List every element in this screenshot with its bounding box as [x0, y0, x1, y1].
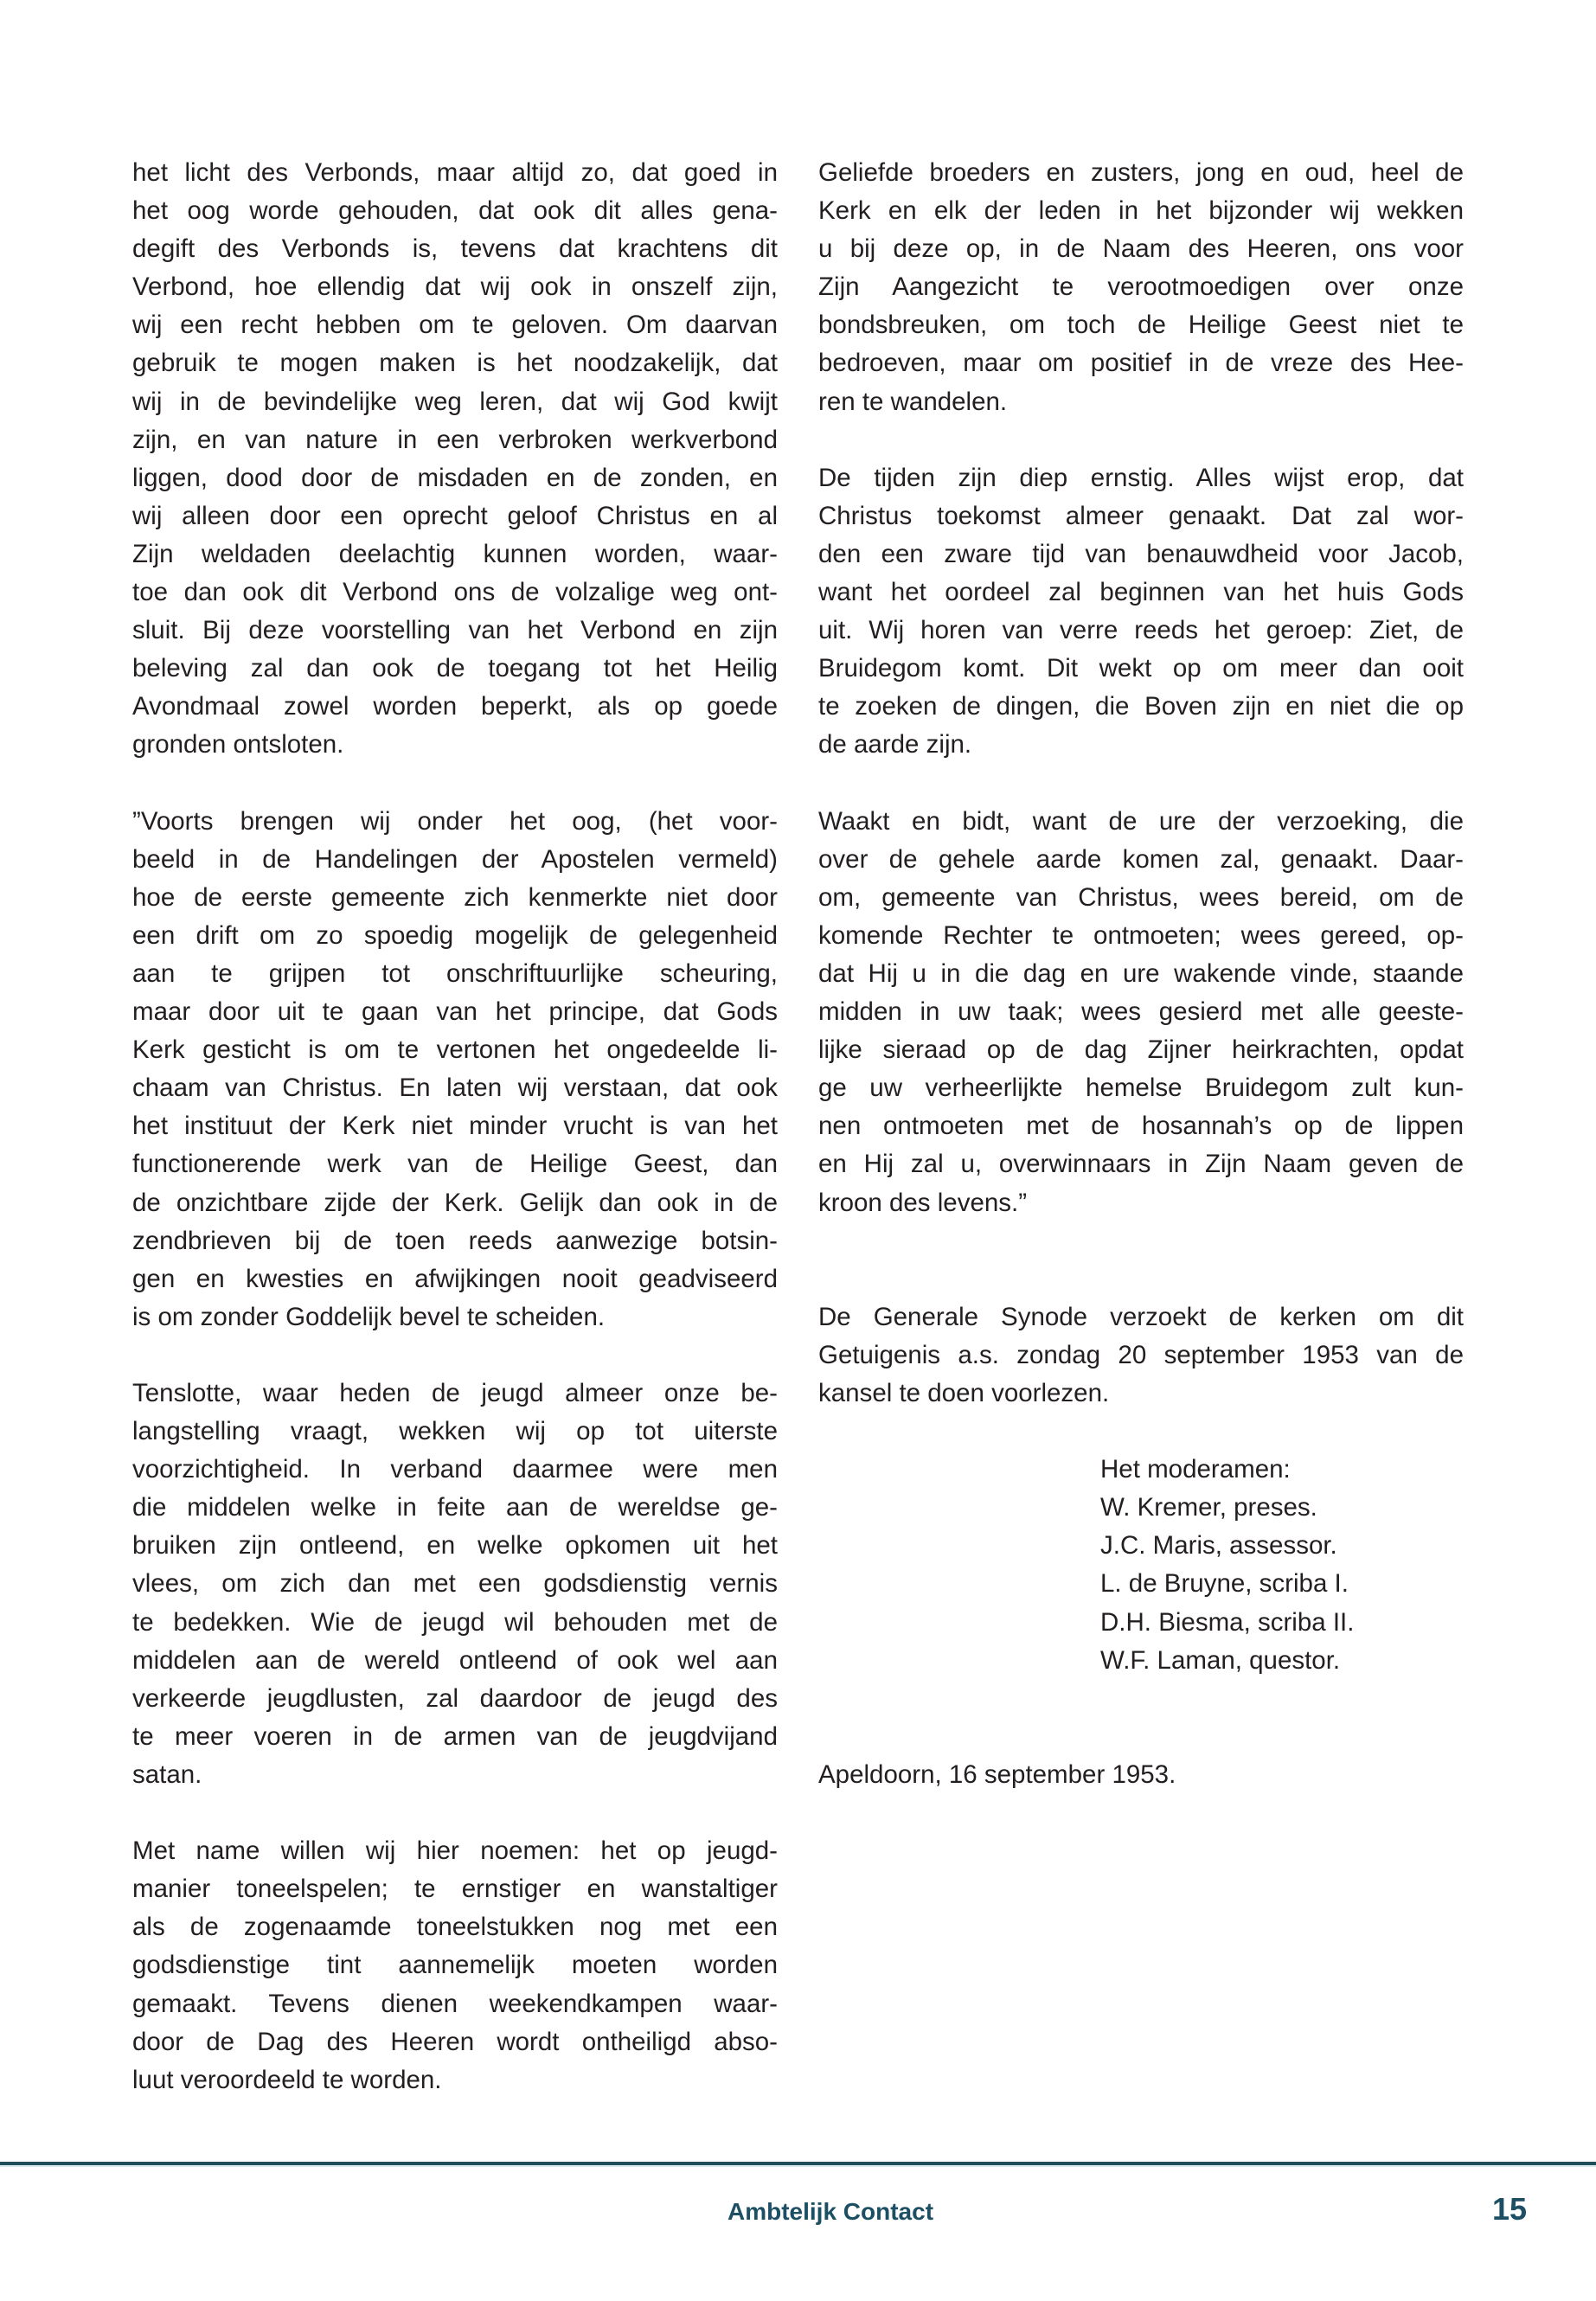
text-line: manier toneelspelen; te ernstiger en wanstaltiger — [132, 1875, 778, 1904]
text-line: te bedekken. Wie de jeugd wil behouden met de — [132, 1607, 778, 1637]
signatory: W. Kremer, preses. — [1100, 1493, 1317, 1522]
signatory: L. de Bruyne, scriba I. — [1100, 1569, 1349, 1599]
text-line: dat Hij u in die dag en ure wakende vinde, staande — [818, 958, 1464, 988]
text-line: liggen, dood door de misdaden en de zonden, en — [132, 463, 778, 492]
text-line: wij een recht hebben om te geloven. Om daarvan — [132, 311, 778, 340]
text-line: te zoeken de dingen, die Boven zijn en niet die op — [818, 692, 1464, 721]
paragraph — [132, 803, 778, 1336]
text-line: Kerk gesticht is om te vertonen het ongedeelde li- — [132, 1035, 778, 1065]
text-line: midden in uw taak; wees gesierd met alle geeste- — [818, 997, 1464, 1027]
signatories — [1100, 1451, 1464, 1680]
text-line: de onzichtbare zijde der Kerk. Gelijk dan ook in de — [132, 1188, 778, 1217]
text-line: als de zogenaamde toneelstukken nog met een — [132, 1913, 778, 1942]
text-line: is om zonder Goddelijk bevel te scheiden. — [132, 1302, 606, 1331]
text-line: zendbrieven bij de toen reeds aanwezige botsin- — [132, 1226, 778, 1255]
publication-title: Ambtelijk Contact — [727, 2198, 934, 2225]
signatory: W.F. Laman, questor. — [1100, 1645, 1341, 1675]
text-line: ren te wandelen. — [818, 387, 1008, 416]
text-line: de aarde zijn. — [818, 730, 972, 760]
text-line: gemaakt. Tevens dienen weekendkampen waar- — [132, 1989, 778, 2018]
paragraph — [818, 459, 1464, 765]
text-line: en Hij zal u, overwinnaars in Zijn Naam geven de — [818, 1150, 1464, 1179]
text-line: functionerende werk van de Heilige Geest, dan — [132, 1150, 778, 1179]
text-line: Met name willen wij hier noemen: het op jeugd- — [132, 1836, 778, 1866]
text-line: Kerk en elk der leden in het bijzonder wij wekken — [818, 196, 1464, 226]
text-line: Getuigenis a.s. zondag 20 september 1953 van de — [818, 1340, 1464, 1369]
signatory: D.H. Biesma, scriba II. — [1100, 1607, 1355, 1637]
paragraph — [132, 1375, 778, 1794]
text-line: want het oordeel zal beginnen van het huis Gods — [818, 578, 1464, 607]
text-line: chaam van Christus. En laten wij verstaan, dat ook — [132, 1074, 778, 1103]
text-line: De Generale Synode verzoekt de kerken om dit — [818, 1302, 1464, 1331]
paragraph — [818, 803, 1464, 1222]
text-line: middelen aan de wereld ontleend of ook wel aan — [132, 1645, 778, 1675]
text-line: luut veroordeeld te worden. — [132, 2065, 442, 2094]
paragraph — [818, 154, 1464, 421]
text-line: langstelling vraagt, wekken wij op tot uiterste — [132, 1417, 778, 1446]
text-line: beleving zal dan ook de toegang tot het Heilig — [132, 654, 778, 683]
text-line: Zijn weldaden deelachtig kunnen worden, waar- — [132, 539, 778, 568]
paragraph — [132, 1832, 778, 2099]
text-line: Christus toekomst almeer genaakt. Dat zal wor- — [818, 501, 1464, 530]
text-line: door de Dag des Heeren wordt ontheiligd abso- — [132, 2027, 778, 2056]
text-line: ge uw verheerlijkte hemelse Bruidegom zult kun- — [818, 1074, 1464, 1103]
text-line: voorzichtigheid. In verband daarmee were men — [132, 1455, 778, 1484]
text-line: lijke sieraad op de dag Zijner heirkrachten, opdat — [818, 1035, 1464, 1065]
text-line: uit. Wij horen van verre reeds het geroep: Ziet, de — [818, 616, 1464, 645]
text-line: u bij deze op, in de Naam des Heeren, ons voor — [818, 234, 1464, 264]
text-line: gen en kwesties en afwijkingen nooit geadviseerd — [132, 1264, 778, 1293]
paragraph — [818, 1298, 1464, 1413]
text-line: nen ontmoeten met de hosannah’s op de lippen — [818, 1112, 1464, 1141]
page-number: 15 — [1492, 2191, 1528, 2227]
text-line: gebruik te mogen maken is het noodzakelijk, dat — [132, 349, 778, 378]
text-line: bedroeven, maar om positief in de vreze des Hee- — [818, 349, 1464, 378]
text-line: het licht des Verbonds, maar altijd zo, dat goed in — [132, 158, 778, 187]
signatory: J.C. Maris, assessor. — [1100, 1531, 1337, 1561]
text-line: zijn, en van nature in een verbroken werkverbond — [132, 425, 778, 454]
text-line: den een zware tijd van benauwdheid voor Jacob, — [818, 539, 1464, 568]
text-line: over de gehele aarde komen zal, genaakt. Daar- — [818, 844, 1464, 874]
text-line: ”Voorts brengen wij onder het oog, (het voor- — [132, 806, 778, 836]
text-line: maar door uit te gaan van het principe, dat Gods — [132, 997, 778, 1027]
text-line: hoe de eerste gemeente zich kenmerkte niet door — [132, 882, 778, 912]
text-line: het instituut der Kerk niet minder vrucht is van het — [132, 1112, 778, 1141]
text-line: sluit. Bij deze voorstelling van het Verbond en zijn — [132, 616, 778, 645]
text-line: beeld in de Handelingen der Apostelen vermeld) — [132, 844, 778, 874]
text-line: satan. — [132, 1759, 202, 1789]
text-line: om, gemeente van Christus, wees bereid, om de — [818, 882, 1464, 912]
text-line: Geliefde broeders en zusters, jong en oud, heel de — [818, 158, 1464, 187]
left-column — [132, 154, 778, 2138]
text-line: verkeerde jeugdlusten, zal daardoor de jeugd des — [132, 1683, 778, 1713]
text-line: bruiken zijn ontleend, en welke opkomen uit het — [132, 1531, 778, 1561]
text-line: gronden ontsloten. — [132, 730, 344, 760]
text-line: Verbond, hoe ellendig dat wij ook in onszelf zijn, — [132, 272, 778, 302]
text-line: degift des Verbonds is, tevens dat krachtens dit — [132, 234, 778, 264]
footer-divider-highlight — [0, 2165, 1596, 2167]
text-line: kroon des levens.” — [818, 1188, 1028, 1217]
text-line: De tijden zijn diep ernstig. Alles wijst erop, dat — [818, 463, 1464, 492]
text-line: godsdienstige tint aannemelijk moeten worden — [132, 1951, 778, 1980]
signatories-heading: Het moderamen: — [1100, 1455, 1291, 1484]
text-line: te meer voeren in de armen van de jeugdvijand — [132, 1721, 778, 1751]
right-column — [818, 154, 1464, 1794]
text-line: wij alleen door een oprecht geloof Christus en al — [132, 501, 778, 530]
text-line: Avondmaal zowel worden beperkt, als op goede — [132, 692, 778, 721]
text-line: een drift om zo spoedig mogelijk de gelegenheid — [132, 920, 778, 950]
text-line: komende Rechter te ontmoeten; wees gereed, op- — [818, 920, 1464, 950]
text-line: die middelen welke in feite aan de wereldse ge- — [132, 1493, 778, 1522]
text-line: Bruidegom komt. Dit wekt op om meer dan ooit — [818, 654, 1464, 683]
text-line: bondsbreuken, om toch de Heilige Geest niet te — [818, 311, 1464, 340]
text-line: wij in de bevindelijke weg leren, dat wij God kwijt — [132, 387, 778, 416]
text-line: toe dan ook dit Verbond ons de volzalige weg ont- — [132, 578, 778, 607]
text-line: kansel te doen voorlezen. — [818, 1379, 1110, 1407]
text-line: Zijn Aangezicht te verootmoedigen over onze — [818, 272, 1464, 302]
place-date: Apeldoorn, 16 september 1953. — [818, 1759, 1176, 1789]
paragraph — [132, 154, 778, 765]
text-line: aan te grijpen tot onschriftuurlijke scheuring, — [132, 958, 778, 988]
text-line: Waakt en bidt, want de ure der verzoeking, die — [818, 806, 1464, 836]
text-line: vlees, om zich dan met een godsdienstig vernis — [132, 1569, 778, 1599]
text-line: het oog worde gehouden, dat ook dit alles gena- — [132, 196, 778, 226]
text-line: Tenslotte, waar heden de jeugd almeer onze be- — [132, 1379, 778, 1407]
